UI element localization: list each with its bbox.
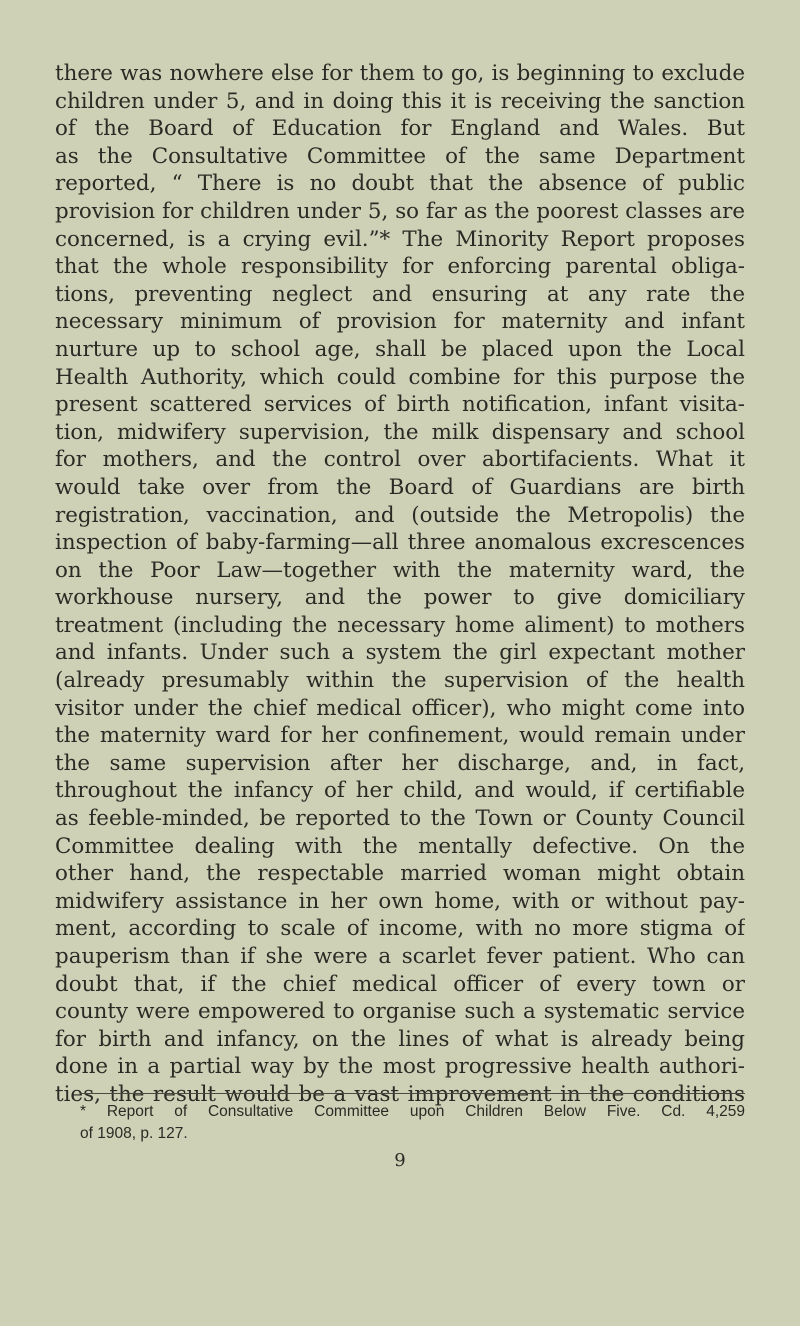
text-line: present scattered services of birth notification, infant visita- — [55, 392, 745, 418]
text-line: throughout the infancy of her child, and would, if certifiable — [55, 778, 745, 804]
text-line: treatment (including the necessary home aliment) to mothers — [55, 612, 745, 638]
footnote-line: of 1908, p. 127. — [80, 1125, 188, 1142]
text-line: tions, preventing neglect and ensuring at any rate the — [55, 281, 745, 307]
text-line: ment, according to scale of income, with no more stigma of — [55, 916, 745, 942]
text-line: children under 5, and in doing this it is receiving the sanction — [55, 88, 745, 114]
text-line: (already presumably within the supervision of the health — [55, 668, 745, 694]
text-line: tion, midwifery supervision, the milk dispensary and school — [55, 419, 745, 445]
footnote-rule — [80, 1093, 745, 1094]
text-line: Committee dealing with the mentally defective. On the — [55, 833, 745, 859]
text-line: midwifery assistance in her own home, with or without pay- — [55, 888, 745, 914]
text-line: ties, the result would be a vast improvement in the conditions — [55, 1081, 745, 1107]
text-line: on the Poor Law—together with the maternity ward, the — [55, 557, 745, 583]
text-line: reported, “ There is no doubt that the absence of public — [55, 171, 745, 197]
text-line: would take over from the Board of Guardians are birth — [55, 474, 745, 500]
text-line: nurture up to school age, shall be placed upon the Local — [55, 336, 745, 362]
text-line: workhouse nursery, and the power to give domiciliary — [55, 585, 745, 611]
text-line: that the whole responsibility for enforcing parental obliga- — [55, 254, 745, 280]
footnote-line: * Report of Consultative Committee upon Children Below Five. Cd. 4,259 — [80, 1103, 745, 1120]
text-line: Health Authority, which could combine for this purpose the — [55, 364, 745, 390]
text-line: other hand, the respectable married woman might obtain — [55, 861, 745, 887]
text-line: doubt that, if the chief medical officer of every town or — [55, 971, 745, 997]
footnote — [80, 1101, 745, 1145]
text-line: the maternity ward for her confinement, would remain under — [55, 723, 745, 749]
text-line: visitor under the chief medical officer), who might come into — [55, 695, 745, 721]
text-line: for mothers, and the control over abortifacients. What it — [55, 447, 745, 473]
text-line: necessary minimum of provision for maternity and infant — [55, 309, 745, 335]
text-line: as feeble-minded, be reported to the Town or County Council — [55, 806, 745, 832]
text-line: the same supervision after her discharge, and, in fact, — [55, 750, 745, 776]
body-paragraph — [55, 60, 745, 1109]
text-line: registration, vaccination, and (outside the Metropolis) the — [55, 502, 745, 528]
text-line: of the Board of Education for England and Wales. But — [55, 116, 745, 142]
text-line: provision for children under 5, so far as the poorest classes are — [55, 198, 745, 224]
text-line: inspection of baby-farming—all three anomalous excrescences — [55, 530, 745, 556]
text-line: done in a partial way by the most progressive health authori- — [55, 1054, 745, 1080]
text-line: for birth and infancy, on the lines of what is already being — [55, 1026, 745, 1052]
text-line: and infants. Under such a system the girl expectant mother — [55, 640, 745, 666]
text-line: concerned, is a crying evil.”* The Minority Report proposes — [55, 226, 745, 252]
text-line: pauperism than if she were a scarlet fever patient. Who can — [55, 944, 745, 969]
text-line: as the Consultative Committee of the same Department — [55, 143, 745, 169]
text-line: county were empowered to organise such a systematic service — [55, 999, 745, 1025]
text-line: there was nowhere else for them to go, is beginning to exclude — [55, 61, 745, 86]
page-number: 9 — [394, 1150, 406, 1171]
